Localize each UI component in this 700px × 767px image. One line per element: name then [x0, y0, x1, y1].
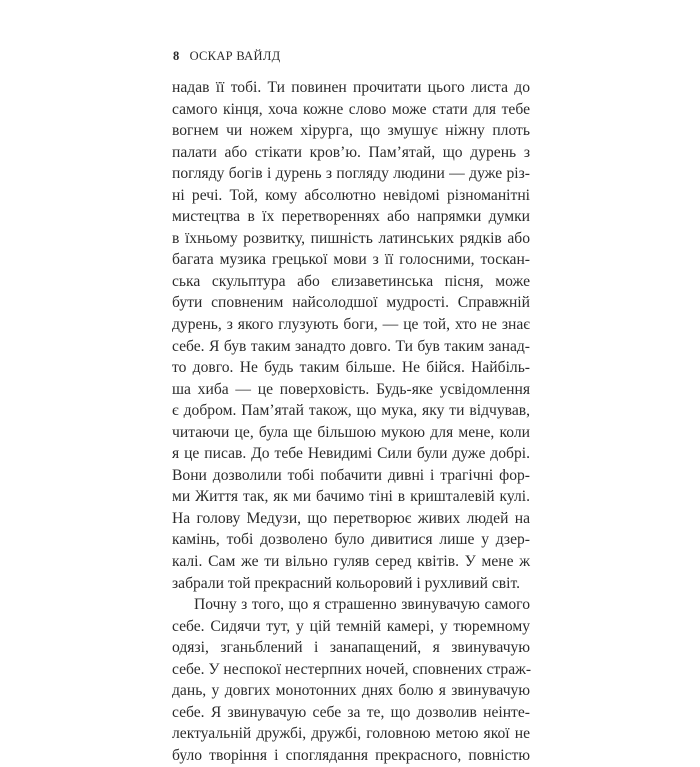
text-line: одязі, зганьблений і занапащений, я звинувачую [172, 639, 530, 657]
running-head-title: ОСКАР ВАЙЛД [189, 49, 281, 63]
text-line: ми Життя так, як ми бачимо тіні в кришталевій кулі. [172, 488, 530, 506]
text-line: себе. Я звинувачую себе за те, що дозволив неінте- [172, 703, 530, 721]
text-line: дань, у довгих монотонних днях болю я звинувачую [172, 682, 530, 700]
text-line: Вони дозволили тобі побачити дивні і трагічні фор- [172, 466, 530, 484]
text-line: є добром. Пам’ятай також, що мука, яку ти відчував, [172, 402, 530, 420]
text-line: калі. Сам же ти вільно гуляв серед квітів. У мене ж [172, 553, 530, 571]
text-line: читаючи це, була ще більшою мукою для мене, коли [172, 423, 530, 441]
text-line: надав її тобі. Ти повинен прочитати цього листа до [172, 79, 530, 96]
paragraph-2 [172, 594, 530, 766]
text-line: ні речі. Той, кому абсолютно невідомі різноманітні [172, 186, 530, 204]
text-line: то довго. Не будь таким більше. Не бійся. Найбіль- [172, 359, 530, 377]
text-line: палати або стікати кров’ю. Пам’ятай, що дурень з [172, 143, 530, 161]
text-line: вогнем чи ножем хірурга, що змушує ніжну плоть [172, 122, 530, 140]
text-line: погляду богів і дурень з погляду людини — дуже різ- [172, 165, 530, 183]
text-line: себе. У неспокої нестерпних ночей, сповнених страж- [172, 660, 532, 678]
text-line: На голову Медузи, що перетворює живих людей на [172, 509, 530, 527]
running-head [173, 49, 280, 64]
text-line: камінь, тобі дозволено було дивитися лише у дзер- [172, 531, 530, 549]
text-line: багата музика грецької мови з її голосними, тоскан- [172, 251, 530, 269]
text-line: мистецтва в їх перетвореннях або напрямки думки [172, 208, 530, 226]
text-line: лектуальній дружбі, дружбі, головною метою якої не [172, 725, 530, 743]
text-line: я це писав. До тебе Невидимі Сили були дуже добрі. [172, 445, 530, 463]
text-line: Почну з того, що я страшенно звинувачую самого [194, 596, 530, 614]
text-line: дурень, з якого глузують боги, — це той, хто не знає [172, 316, 530, 334]
text-line: себе. Я був таким занадто довго. Ти був таким занад- [172, 337, 530, 355]
page-number: 8 [173, 49, 180, 63]
text-line: в їхньому розвитку, пишність латинських рядків або [172, 229, 530, 247]
text-line: ша хиба — це поверховість. Будь-яке усвідомлення [172, 380, 530, 398]
body-text [172, 77, 530, 767]
paragraph-1 [172, 77, 530, 594]
text-line: ська скульптура або єлизаветинська пісня, може [172, 272, 530, 290]
text-line: самого кінця, хоча кожне слово може стати для тебе [172, 100, 530, 118]
text-line: забрали той прекрасний кольоровий і рухливий світ. [172, 574, 521, 592]
text-line: бути сповненим найсолодшої мудрості. Справжній [172, 294, 530, 312]
text-line: себе. Сидячи тут, у цій темній камері, у тюремному [172, 617, 530, 635]
text-line: було творіння і споглядання прекрасного, повністю [172, 746, 530, 764]
